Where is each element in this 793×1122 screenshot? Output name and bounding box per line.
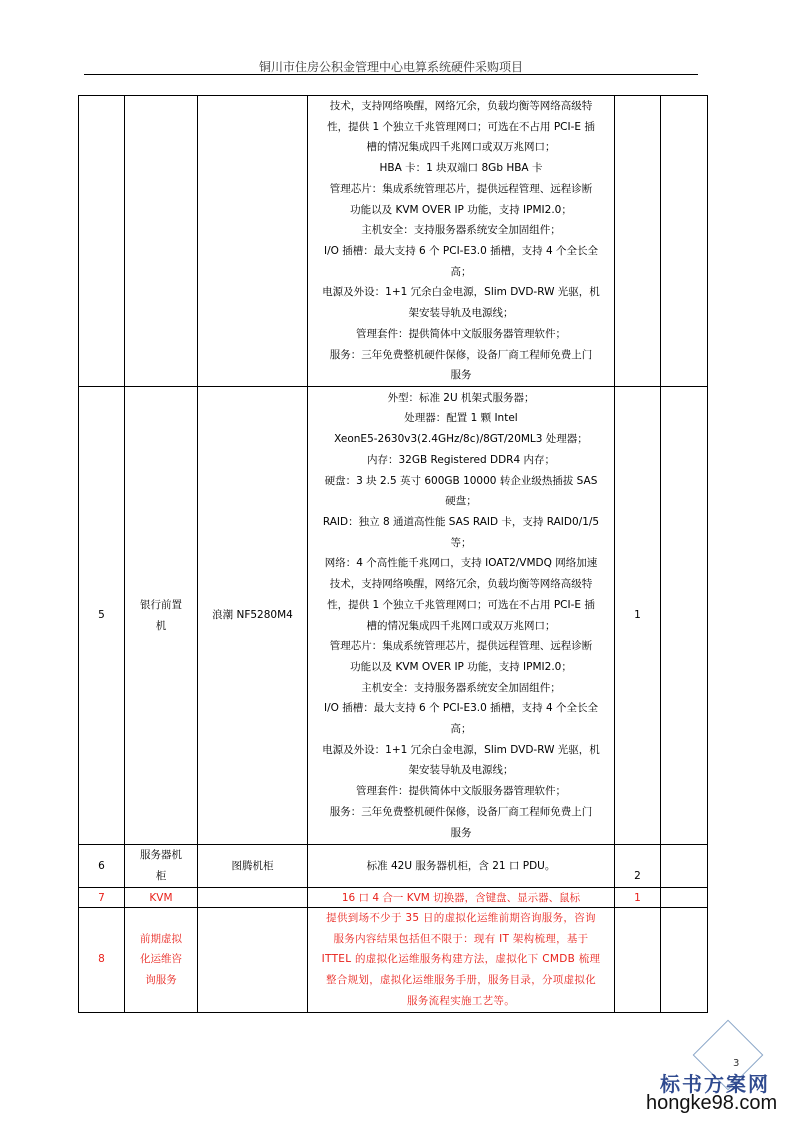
- cell-name: KVM: [125, 888, 198, 908]
- spec-line: XeonE5-2630v3(2.4GHz/8c)/8GT/20ML3 处理器；: [334, 433, 588, 446]
- spec-line: 架安装导轨及电源线；: [408, 307, 514, 320]
- cell-name: [125, 908, 198, 1013]
- spec-line: 槽的情况集成四千兆网口或双万兆网口；: [366, 619, 556, 632]
- spec-line: 服务: [450, 826, 472, 839]
- table-row-continuation: [79, 96, 708, 387]
- spec-line: 管理芯片：集成系统管理芯片，提供远程管理、远程诊断: [329, 182, 593, 195]
- spec-line: 服务内容结果包括但不限于：现有 IT 架构梳理，基于: [333, 932, 589, 945]
- spec-line: 管理芯片：集成系统管理芯片，提供远程管理、远程诊断: [329, 640, 593, 653]
- spec-line: 内存：32GB Registered DDR4 内存；: [367, 453, 555, 466]
- cell-spec: [308, 908, 615, 1013]
- spec-line: 网络：4 个高性能千兆网口，支持 IOAT2/VMDQ 网络加速: [324, 557, 598, 570]
- cell-name: [125, 845, 198, 888]
- cell-spec: 标准 42U 服务器机柜，含 21 口 PDU。: [308, 845, 615, 888]
- spec-line: 技术，支持网络唤醒，网络冗余，负载均衡等网络高级特: [329, 100, 593, 113]
- spec-line: 技术，支持网络唤醒，网络冗余，负载均衡等网络高级特: [329, 578, 593, 591]
- spec-line: 高；: [450, 723, 472, 736]
- name-line: 柜: [155, 870, 167, 882]
- spec-line: RAID：独立 8 通道高性能 SAS RAID 卡，支持 RAID0/1/5: [322, 515, 600, 528]
- spec-line: 等；: [450, 536, 472, 549]
- cell-model: [198, 908, 308, 1013]
- spec-line: 服务: [450, 369, 472, 382]
- cell-qty: [615, 908, 661, 1013]
- cell-remark: [661, 96, 708, 387]
- cell-name: 银行前置机: [125, 387, 198, 845]
- spec-line: 性，提供 1 个独立千兆管理网口；可选在不占用 PCI-E 插: [327, 598, 595, 611]
- name-line: 服务器机: [140, 849, 182, 862]
- spec-line: 服务：三年免费整机硬件保修，设备厂商工程师免费上门: [329, 348, 593, 361]
- cell-remark: [661, 845, 708, 888]
- spec-line: 性，提供 1 个独立千兆管理网口；可选在不占用 PCI-E 插: [327, 120, 595, 133]
- name-line: 询服务: [145, 974, 177, 987]
- table-row-7: [79, 888, 708, 908]
- cell-model: 图腾机柜: [198, 845, 308, 888]
- spec-line: 槽的情况集成四千兆网口或双万兆网口；: [366, 141, 556, 154]
- table-row-5: [79, 387, 708, 845]
- table-row-6: [79, 845, 708, 888]
- header-divider: [84, 74, 698, 75]
- cell-qty: 1: [615, 888, 661, 908]
- cell-qty: [615, 96, 661, 387]
- cell-remark: [661, 908, 708, 1013]
- cell-qty: 2: [615, 845, 661, 888]
- spec-line: I/O 插槽：最大支持 6 个 PCI-E3.0 插槽，支持 4 个全长全: [323, 702, 598, 715]
- spec-line: 提供到场不少于 35 日的虚拟化运维前期咨询服务，咨询: [326, 912, 596, 924]
- cell-no: 7: [79, 888, 125, 908]
- spec-line: 硬盘：3 块 2.5 英寸 600GB 10000 转企业级热插拔 SAS: [324, 474, 598, 487]
- cell-spec: [308, 387, 615, 845]
- table-row-8: [79, 908, 708, 1013]
- cell-remark: [661, 888, 708, 908]
- spec-line: 整合规划，虚拟化运维服务手册，服务目录，分项虚拟化: [326, 974, 596, 987]
- spec-line: 管理套件：提供简体中文版服务器管理软件；: [356, 785, 566, 798]
- cell-qty: 1: [615, 387, 661, 845]
- cell-spec: [308, 96, 615, 387]
- cell-spec: 16 口 4 合一 KVM 切换器，含键盘、显示器、鼠标: [308, 888, 615, 908]
- spec-line: 功能以及 KVM OVER IP 功能，支持 IPMI2.0；: [350, 203, 572, 216]
- cell-model: [198, 96, 308, 387]
- spec-line: 硬盘；: [445, 495, 477, 508]
- spec-line: 服务流程实施工艺等。: [407, 994, 515, 1007]
- watermark-site-url[interactable]: hongke98.com: [646, 1092, 778, 1114]
- spec-line: 主机安全：支持服务器系统安全加固组件；: [361, 681, 561, 694]
- spec-line: HBA 卡：1 块双端口 8Gb HBA 卡: [379, 162, 543, 175]
- spec-line: 功能以及 KVM OVER IP 功能，支持 IPMI2.0；: [350, 660, 572, 673]
- cell-no: 5: [79, 387, 125, 845]
- spec-line: I/O 插槽：最大支持 6 个 PCI-E3.0 插槽，支持 4 个全长全: [323, 245, 598, 257]
- cell-no: 8: [79, 908, 125, 1013]
- cell-model: 浪潮 NF5280M4: [198, 387, 308, 845]
- page-number: 3: [733, 1058, 740, 1069]
- name-line: 化运维咨: [140, 953, 182, 966]
- spec-line: ITTEL 的虚拟化运维服务构建方法，虚拟化下 CMDB 梳理: [321, 953, 601, 966]
- cell-no: [79, 96, 125, 387]
- spec-line: 管理套件：提供简体中文版服务器管理软件；: [356, 327, 566, 340]
- page-header: 铜川市住房公积金管理中心电算系统硬件采购项目: [258, 60, 523, 74]
- spec-line: 外型：标准 2U 机架式服务器；: [387, 391, 535, 404]
- cell-remark: [661, 387, 708, 845]
- spec-line: 高；: [450, 265, 472, 278]
- spec-line: 架安装导轨及电源线；: [408, 764, 514, 777]
- spec-line: 电源及外设：1+1 冗余白金电源，Slim DVD-RW 光驱，机: [322, 743, 600, 756]
- spec-line: 主机安全：支持服务器系统安全加固组件；: [361, 224, 561, 237]
- spec-line: 服务：三年免费整机硬件保修，设备厂商工程师免费上门: [329, 805, 593, 818]
- cell-model: [198, 888, 308, 908]
- cell-name: [125, 96, 198, 387]
- spec-line: 处理器：配置 1 颗 Intel: [404, 412, 518, 425]
- name-line: 前期虚拟: [140, 932, 182, 945]
- cell-no: 6: [79, 845, 125, 888]
- watermark-logo-text: 标书方案网: [660, 1072, 770, 1096]
- spec-line: 电源及外设：1+1 冗余白金电源，Slim DVD-RW 光驱，机: [322, 286, 600, 299]
- procurement-spec-table: [78, 95, 708, 1013]
